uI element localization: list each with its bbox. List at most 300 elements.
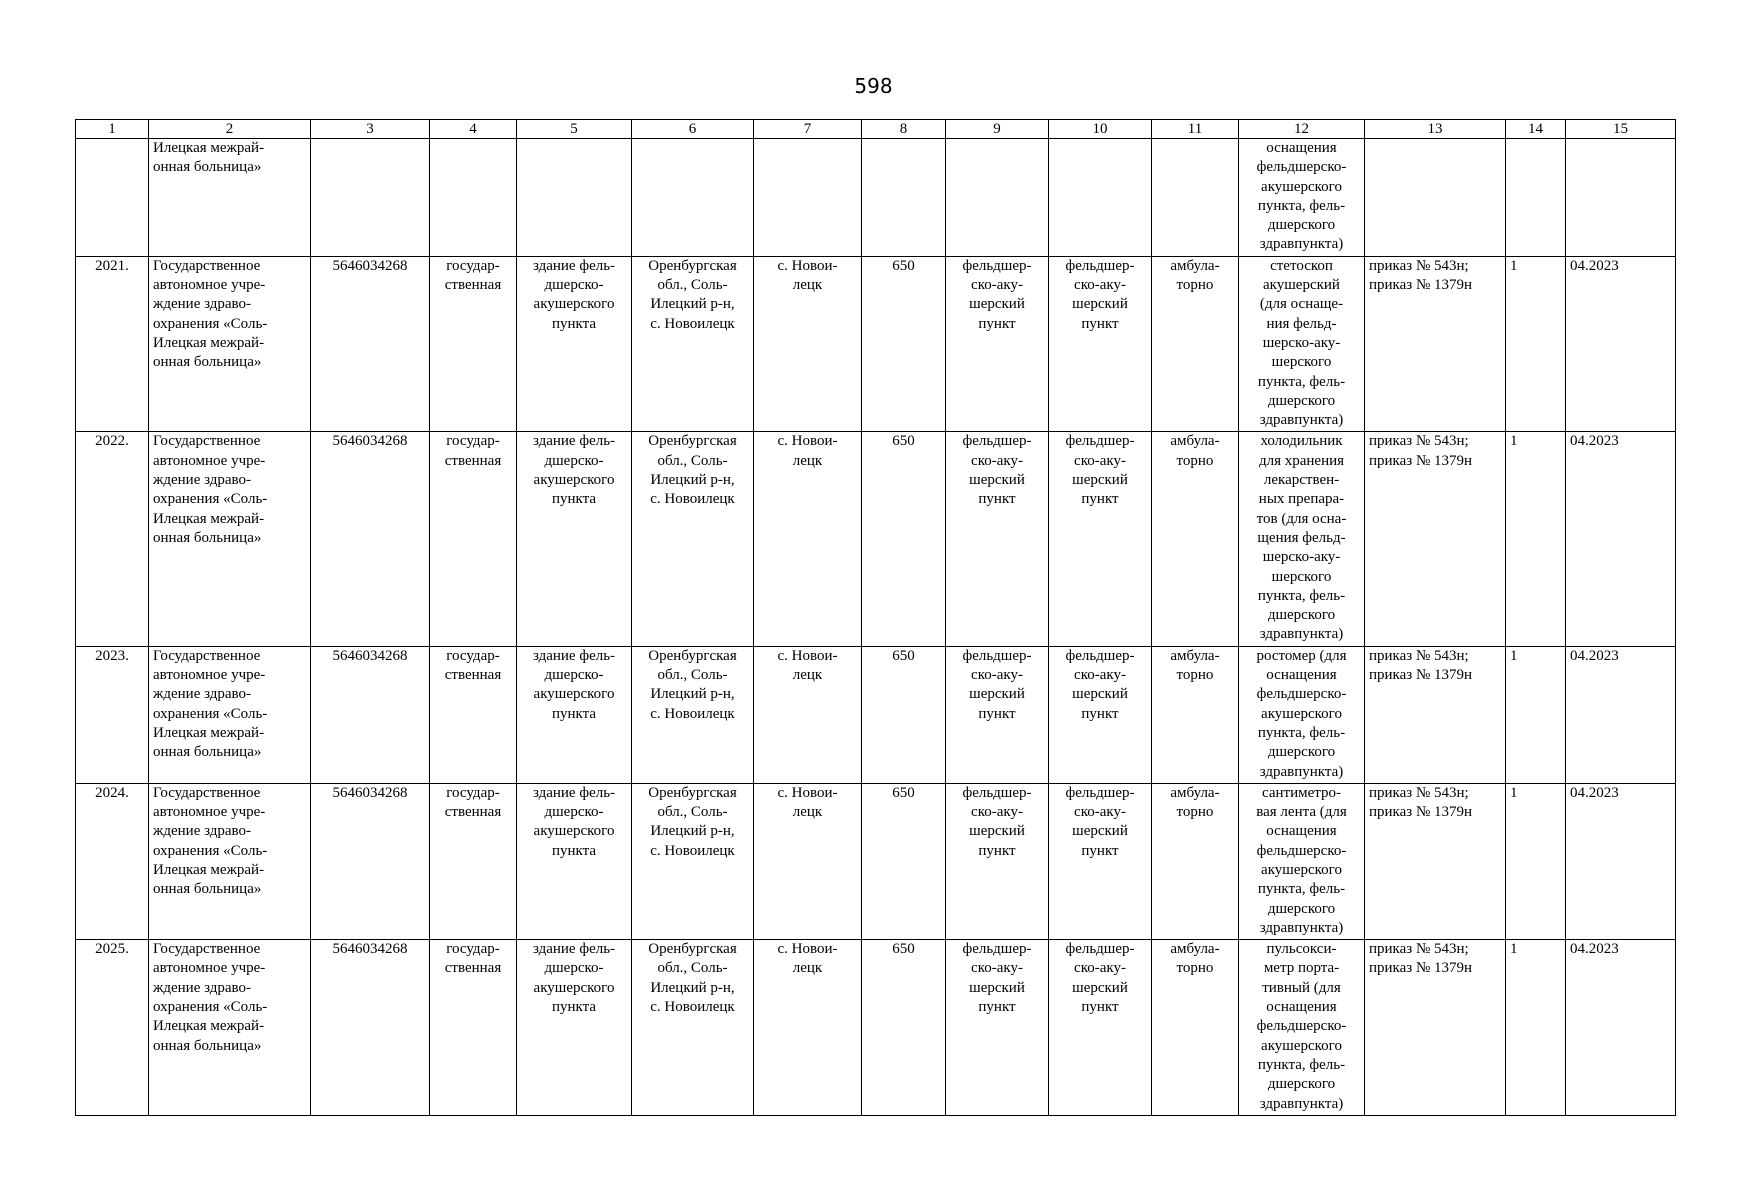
table-row [76, 646, 1676, 783]
cell-quantity: 1 [1506, 256, 1566, 432]
text-line: акушерского [533, 979, 615, 996]
text-line: ско-аку- [971, 277, 1023, 294]
cell-address [632, 646, 754, 783]
text-line: ждение здраво- [153, 472, 252, 489]
text-line: охранения «Соль- [153, 705, 268, 722]
cell-care-form [1152, 940, 1239, 1116]
text-line: Государственное [153, 647, 261, 664]
text-line: фельдшер- [962, 784, 1032, 801]
cell-population: 650 [862, 256, 946, 432]
cell-equipment [1239, 432, 1365, 646]
text-line: шерский [1072, 472, 1128, 489]
text-line: дшерского [1267, 1076, 1336, 1093]
text-line: Оренбургская [648, 941, 737, 958]
text-line: пункта, фель- [1257, 197, 1346, 214]
cell-empty [1506, 139, 1566, 257]
cell-inn: 5646034268 [311, 432, 430, 646]
text-line: акушерского [533, 296, 615, 313]
text-line: обл., Соль- [657, 667, 728, 684]
text-line: государ- [446, 647, 500, 664]
text-line: ственная [444, 804, 502, 821]
text-line: шерско-аку- [1262, 549, 1341, 566]
text-line: здание фель- [532, 941, 616, 958]
text-line: дшерского [1267, 392, 1336, 409]
text-line: фельдшер- [1065, 941, 1135, 958]
text-line: Оренбургская [648, 647, 737, 664]
text-line: амбула- [1170, 647, 1220, 664]
text-line: пункт [1081, 705, 1119, 722]
text-line: Илецкая межрай- [153, 861, 265, 878]
column-number: 13 [1365, 120, 1506, 139]
text-line: торно [1176, 960, 1214, 977]
text-line: Илецкая межрай- [153, 724, 265, 741]
text-line: государ- [446, 941, 500, 958]
text-line: здание фель- [532, 647, 616, 664]
text-line: фельдшерско- [1256, 842, 1347, 859]
text-line: амбула- [1170, 784, 1220, 801]
text-line: с. Новоилецк [650, 491, 735, 508]
text-line: акушерского [1261, 178, 1342, 195]
text-line: ско-аку- [1074, 277, 1126, 294]
cell-inn: 5646034268 [311, 256, 430, 432]
text-line: оснащения [1266, 823, 1337, 840]
cell-address [632, 432, 754, 646]
cell-population: 650 [862, 646, 946, 783]
text-line: пункта, фель- [1257, 587, 1346, 604]
text-line: здание фель- [532, 433, 616, 450]
cell-empty [311, 139, 430, 257]
text-line: ственная [444, 667, 502, 684]
cell-ownership [430, 940, 517, 1116]
cell-empty [862, 139, 946, 257]
text-line: пункта, фель- [1257, 1056, 1346, 1073]
text-line: дшерского [1267, 900, 1336, 917]
cell-building [517, 646, 632, 783]
text-line: приказ № 543н; [1369, 647, 1469, 664]
cell-population: 650 [862, 783, 946, 939]
cell-care-form [1152, 783, 1239, 939]
text-line: с. Новоилецк [650, 999, 735, 1016]
text-line: шерского [1271, 568, 1332, 585]
cell-empty [1566, 139, 1676, 257]
cell-empty [632, 139, 754, 257]
cell-empty [1049, 139, 1152, 257]
cell-unit-subtype [1049, 432, 1152, 646]
cell-number: 2022. [76, 432, 149, 646]
text-line: Илецкая межрай- [153, 334, 265, 351]
text-line: акушерского [533, 823, 615, 840]
text-line: оснащения [1266, 140, 1337, 156]
text-line: пункт [1081, 315, 1119, 332]
cell-date: 04.2023 [1566, 783, 1676, 939]
cell-empty [76, 139, 149, 257]
text-line: щения фельд- [1257, 529, 1346, 546]
text-line: Илецкий р-н, [650, 686, 735, 703]
text-line: онная больница» [153, 354, 262, 371]
text-line: с. Новои- [777, 433, 838, 450]
text-line: приказ № 1379н [1369, 277, 1473, 294]
text-line: здравпункта) [1259, 412, 1344, 429]
text-line: ждение здраво- [153, 979, 252, 996]
text-line: автономное учре- [153, 277, 266, 294]
cell-settlement [754, 783, 862, 939]
cell-empty [754, 139, 862, 257]
text-line: с. Новоилецк [650, 315, 735, 332]
text-line: автономное учре- [153, 804, 266, 821]
text-line: пункта, фель- [1257, 881, 1346, 898]
text-line: сантиметро- [1262, 784, 1341, 801]
text-line: охранения «Соль- [153, 842, 268, 859]
cell-date: 04.2023 [1566, 646, 1676, 783]
text-line: Илецкий р-н, [650, 296, 735, 313]
text-line: ско-аку- [1074, 667, 1126, 684]
text-line: пункта, фель- [1257, 724, 1346, 741]
text-line: Илецкая межрай- [153, 140, 265, 156]
column-number: 9 [946, 120, 1049, 139]
text-line: Государственное [153, 784, 261, 801]
text-line: фельдшер- [962, 257, 1032, 274]
text-line: дшерско- [544, 960, 604, 977]
cell-empty [517, 139, 632, 257]
text-line: тивный (для [1262, 979, 1341, 996]
text-line: здание фель- [532, 784, 616, 801]
text-line: фельдшерско- [1256, 1018, 1347, 1035]
cell-unit-type [946, 646, 1049, 783]
text-line: пульсокси- [1266, 941, 1337, 958]
cell-equipment [1239, 783, 1365, 939]
text-line: шерского [1271, 354, 1332, 371]
text-line: онная больница» [153, 159, 262, 176]
column-number: 12 [1239, 120, 1365, 139]
text-line: шерский [1072, 296, 1128, 313]
text-line: ско-аку- [971, 452, 1023, 469]
cell-settlement [754, 940, 862, 1116]
text-line: онная больница» [153, 529, 262, 546]
text-line: ростомер (для [1256, 647, 1347, 664]
text-line: здравпункта) [1259, 763, 1344, 780]
cell-settlement [754, 256, 862, 432]
text-line: Государственное [153, 433, 261, 450]
text-line: ждение здраво- [153, 823, 252, 840]
text-line: здравпункта) [1259, 919, 1344, 936]
text-line: пункта [551, 491, 597, 508]
cell-address [632, 940, 754, 1116]
cell-basis [1365, 940, 1506, 1116]
cell-ownership [430, 256, 517, 432]
text-line: государ- [446, 784, 500, 801]
text-line: с. Новои- [777, 784, 838, 801]
cell-number: 2023. [76, 646, 149, 783]
text-line: здравпункта) [1259, 626, 1344, 643]
text-line: ственная [444, 452, 502, 469]
cell-care-form [1152, 432, 1239, 646]
text-line: автономное учре- [153, 452, 266, 469]
text-line: пункта [551, 999, 597, 1016]
text-line: пункт [978, 705, 1016, 722]
cell-date: 04.2023 [1566, 256, 1676, 432]
cell-unit-subtype [1049, 940, 1152, 1116]
cell-unit-type [946, 940, 1049, 1116]
text-line: акушерского [1261, 1037, 1342, 1054]
text-line: государ- [446, 257, 500, 274]
cell-organization [149, 646, 311, 783]
text-line: охранения «Соль- [153, 491, 268, 508]
page-number: 598 [854, 74, 893, 98]
text-line: ско-аку- [1074, 804, 1126, 821]
text-line: Оренбургская [648, 433, 737, 450]
cell-basis [1365, 783, 1506, 939]
cell-building [517, 783, 632, 939]
text-line: тов (для осна- [1256, 510, 1347, 527]
cell-organization [149, 432, 311, 646]
text-line: метр порта- [1263, 960, 1340, 977]
text-line: приказ № 1379н [1369, 452, 1473, 469]
text-line: Илецкий р-н, [650, 472, 735, 489]
text-line: с. Новои- [777, 257, 838, 274]
text-line: дшерско- [544, 667, 604, 684]
text-line: акушерского [1261, 705, 1342, 722]
text-line: обл., Соль- [657, 277, 728, 294]
text-line: дшерско- [544, 804, 604, 821]
text-line: холодильник [1260, 433, 1343, 450]
text-line: ско-аку- [1074, 452, 1126, 469]
registry-table [75, 119, 1676, 1116]
cell-unit-subtype [1049, 646, 1152, 783]
text-line: дшерского [1267, 217, 1336, 234]
text-line: автономное учре- [153, 667, 266, 684]
text-line: шерский [969, 472, 1025, 489]
cell-inn: 5646034268 [311, 783, 430, 939]
text-line: шерский [969, 686, 1025, 703]
text-line: Илецкая межрай- [153, 1018, 265, 1035]
text-line: пункт [1081, 999, 1119, 1016]
text-line: Государственное [153, 941, 261, 958]
text-line: Илецкая межрай- [153, 510, 265, 527]
cell-building [517, 940, 632, 1116]
column-number: 2 [149, 120, 311, 139]
text-line: с. Новои- [777, 941, 838, 958]
column-number-row [76, 120, 1676, 139]
cell-unit-type [946, 783, 1049, 939]
text-line: ждение здраво- [153, 686, 252, 703]
cell-address [632, 256, 754, 432]
table-row [76, 940, 1676, 1116]
text-line: онная больница» [153, 744, 262, 761]
column-number: 4 [430, 120, 517, 139]
text-line: фельдшер- [962, 647, 1032, 664]
text-line: акушерский [1263, 277, 1340, 294]
text-line: приказ № 543н; [1369, 257, 1469, 274]
text-line: (для оснаще- [1259, 296, 1344, 313]
text-line: фельдшер- [962, 433, 1032, 450]
text-line: охранения «Соль- [153, 315, 268, 332]
cell-date: 04.2023 [1566, 940, 1676, 1116]
cell-care-form [1152, 646, 1239, 783]
table-row [76, 432, 1676, 646]
text-line: пункта [551, 315, 597, 332]
cell-empty [1152, 139, 1239, 257]
text-line: дшерского [1267, 607, 1336, 624]
cell-equipment [1239, 139, 1365, 257]
text-line: приказ № 543н; [1369, 941, 1469, 958]
cell-organization [149, 256, 311, 432]
text-line: охранения «Соль- [153, 999, 268, 1016]
text-line: шерский [969, 823, 1025, 840]
cell-organization [149, 783, 311, 939]
text-line: Оренбургская [648, 257, 737, 274]
cell-empty [430, 139, 517, 257]
cell-organization [149, 940, 311, 1116]
cell-quantity: 1 [1506, 783, 1566, 939]
continuation-row [76, 139, 1676, 257]
column-number: 7 [754, 120, 862, 139]
cell-population: 650 [862, 940, 946, 1116]
text-line: приказ № 1379н [1369, 960, 1473, 977]
cell-basis [1365, 256, 1506, 432]
text-line: обл., Соль- [657, 960, 728, 977]
column-number: 8 [862, 120, 946, 139]
cell-organization [149, 139, 311, 257]
cell-number: 2024. [76, 783, 149, 939]
cell-quantity: 1 [1506, 432, 1566, 646]
text-line: шерский [1072, 823, 1128, 840]
text-line: лецк [792, 452, 823, 469]
text-line: шерский [969, 296, 1025, 313]
text-line: Оренбургская [648, 784, 737, 801]
cell-ownership [430, 646, 517, 783]
text-line: амбула- [1170, 433, 1220, 450]
text-line: автономное учре- [153, 960, 266, 977]
text-line: торно [1176, 277, 1214, 294]
text-line: шерский [1072, 686, 1128, 703]
text-line: лецк [792, 667, 823, 684]
cell-address [632, 783, 754, 939]
text-line: дшерско- [544, 277, 604, 294]
text-line: пункт [978, 999, 1016, 1016]
text-line: пункта [551, 842, 597, 859]
text-line: для хранения [1258, 452, 1345, 469]
text-line: торно [1176, 452, 1214, 469]
cell-inn: 5646034268 [311, 646, 430, 783]
text-line: ско-аку- [1074, 960, 1126, 977]
text-line: фельдшер- [1065, 433, 1135, 450]
text-line: пункт [978, 491, 1016, 508]
cell-settlement [754, 646, 862, 783]
text-line: ждение здраво- [153, 296, 252, 313]
text-line: приказ № 543н; [1369, 784, 1469, 801]
cell-care-form [1152, 256, 1239, 432]
text-line: ственная [444, 277, 502, 294]
text-line: торно [1176, 667, 1214, 684]
cell-empty [946, 139, 1049, 257]
column-number: 1 [76, 120, 149, 139]
cell-number: 2021. [76, 256, 149, 432]
text-line: приказ № 1379н [1369, 667, 1473, 684]
text-line: пункт [1081, 491, 1119, 508]
cell-settlement [754, 432, 862, 646]
cell-date: 04.2023 [1566, 432, 1676, 646]
text-line: ных препара- [1258, 491, 1345, 508]
cell-inn: 5646034268 [311, 940, 430, 1116]
cell-equipment [1239, 256, 1365, 432]
text-line: ско-аку- [971, 804, 1023, 821]
text-line: лецк [792, 277, 823, 294]
text-line: фельдшерско- [1256, 686, 1347, 703]
text-line: фельдшерско- [1256, 159, 1347, 176]
text-line: государ- [446, 433, 500, 450]
text-line: с. Новоилецк [650, 842, 735, 859]
text-line: обл., Соль- [657, 452, 728, 469]
cell-basis [1365, 432, 1506, 646]
text-line: фельдшер- [1065, 257, 1135, 274]
text-line: пункт [978, 842, 1016, 859]
text-line: амбула- [1170, 941, 1220, 958]
cell-number: 2025. [76, 940, 149, 1116]
cell-basis [1365, 646, 1506, 783]
column-number: 15 [1566, 120, 1676, 139]
column-number: 3 [311, 120, 430, 139]
text-line: дшерского [1267, 744, 1336, 761]
text-line: приказ № 1379н [1369, 804, 1473, 821]
text-line: пункт [1081, 842, 1119, 859]
text-line: онная больница» [153, 1037, 262, 1054]
text-line: фельдшер- [1065, 647, 1135, 664]
text-line: ния фельд- [1266, 315, 1337, 332]
text-line: приказ № 543н; [1369, 433, 1469, 450]
text-line: Илецкий р-н, [650, 979, 735, 996]
text-line: дшерско- [544, 452, 604, 469]
text-line: ско-аку- [971, 667, 1023, 684]
cell-unit-type [946, 432, 1049, 646]
column-number: 10 [1049, 120, 1152, 139]
text-line: лекарствен- [1263, 472, 1340, 489]
column-number: 11 [1152, 120, 1239, 139]
cell-quantity: 1 [1506, 646, 1566, 783]
text-line: акушерского [533, 472, 615, 489]
text-line: Государственное [153, 257, 261, 274]
text-line: лецк [792, 960, 823, 977]
text-line: шерский [969, 979, 1025, 996]
text-line: здание фель- [532, 257, 616, 274]
text-line: ственная [444, 960, 502, 977]
text-line: здравпункта) [1259, 236, 1344, 253]
table-body [76, 120, 1676, 1116]
column-number: 6 [632, 120, 754, 139]
cell-unit-subtype [1049, 256, 1152, 432]
cell-equipment [1239, 940, 1365, 1116]
text-line: онная больница» [153, 881, 262, 898]
text-line: амбула- [1170, 257, 1220, 274]
cell-building [517, 432, 632, 646]
column-number: 14 [1506, 120, 1566, 139]
text-line: оснащения [1266, 667, 1337, 684]
cell-unit-type [946, 256, 1049, 432]
text-line: пункт [978, 315, 1016, 332]
text-line: пункта [551, 705, 597, 722]
text-line: здравпункта) [1259, 1095, 1344, 1112]
text-line: оснащения [1266, 999, 1337, 1016]
text-line: обл., Соль- [657, 804, 728, 821]
cell-quantity: 1 [1506, 940, 1566, 1116]
text-line: Илецкий р-н, [650, 823, 735, 840]
cell-ownership [430, 783, 517, 939]
table-row [76, 783, 1676, 939]
cell-equipment [1239, 646, 1365, 783]
cell-empty [1365, 139, 1506, 257]
text-line: фельдшер- [1065, 784, 1135, 801]
text-line: акушерского [1261, 861, 1342, 878]
text-line: стетоскоп [1270, 257, 1333, 274]
